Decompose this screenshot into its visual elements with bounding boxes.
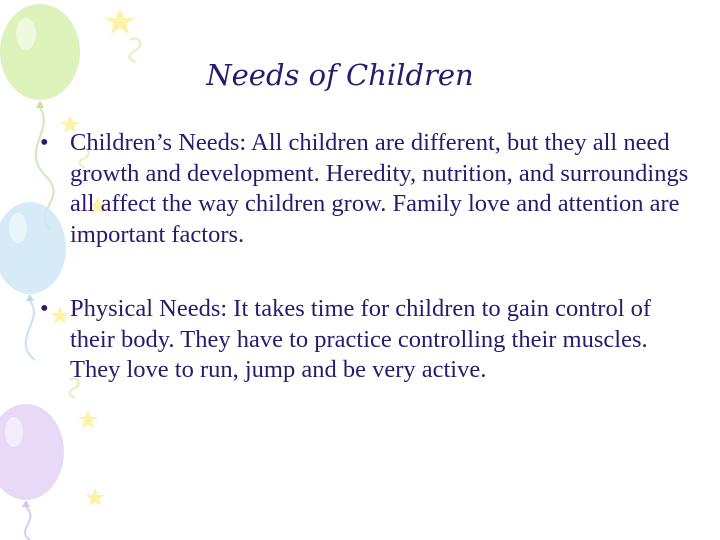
bullet-list (40, 128, 690, 430)
page-title: Needs of Children (206, 58, 474, 92)
bullet-dot: • (40, 129, 49, 156)
bullet-text-childrens-needs: Children’s Needs: All children are different, but they all need growth and development. Heredity, nutrition, and surroundings all affect the way children grow. Family love and attention are important factors. (70, 129, 689, 248)
list-item (40, 128, 690, 250)
bullet-dot: • (40, 295, 49, 322)
list-item (40, 294, 690, 386)
bullet-text-physical-needs: Physical Needs: It takes time for children to gain control of their body. They have to practice controlling their muscles. They love to run, jump and be very active. (70, 295, 652, 383)
